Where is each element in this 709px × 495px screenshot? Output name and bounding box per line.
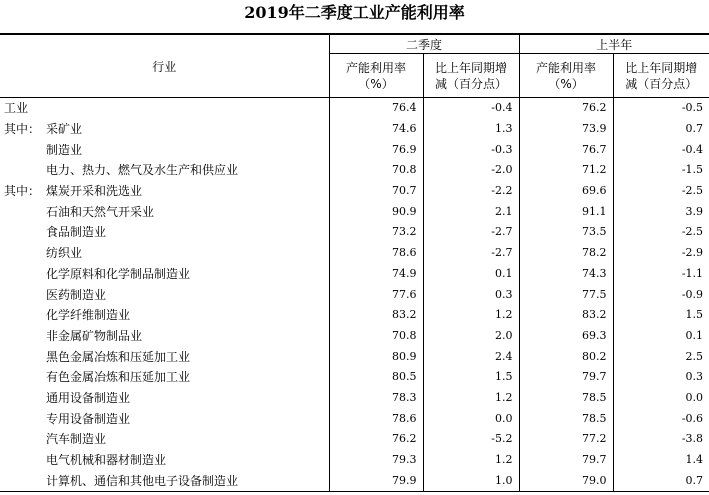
h1-rate-cell: 78.5 [519, 408, 613, 429]
industry-name: 食品制造业 [46, 225, 107, 240]
h1-change-header-line1: 比上年同期增 [625, 60, 698, 75]
h1-rate-cell: 78.2 [519, 243, 613, 264]
industry-prefix: 其中： [4, 122, 41, 137]
table-row [0, 119, 709, 140]
h1-rate-cell: 76.2 [519, 98, 613, 119]
table-row [0, 201, 709, 222]
industry-name-cell [0, 326, 329, 347]
q2-rate-cell: 90.9 [329, 201, 423, 222]
q2-group-header: 二季度 [329, 34, 519, 54]
q2-change-cell: 0.0 [423, 408, 519, 429]
q2-change-cell: 0.1 [423, 264, 519, 285]
table-body [0, 98, 709, 492]
q2-change-cell: 2.1 [423, 201, 519, 222]
industry-name-cell [0, 284, 329, 305]
capacity-utilization-table [0, 33, 709, 492]
h1-change-cell: 1.5 [613, 305, 709, 326]
industry-name: 黑色金属冶炼和压延加工业 [46, 349, 191, 364]
h1-change-cell: -0.4 [613, 139, 709, 160]
industry-name-cell [0, 139, 329, 160]
h1-change-cell: -1.1 [613, 264, 709, 285]
industry-name: 纺织业 [46, 246, 83, 261]
q2-rate-header [329, 54, 423, 98]
h1-rate-header-line2: （%） [548, 76, 584, 91]
industry-name-cell [0, 201, 329, 222]
h1-change-cell: 2.5 [613, 346, 709, 367]
h1-change-header [613, 54, 709, 98]
industry-column-header: 行业 [0, 34, 329, 98]
q2-rate-header-line2: （%） [358, 76, 394, 91]
industry-name: 化学纤维制造业 [46, 308, 131, 323]
industry-name-cell [0, 367, 329, 388]
h1-rate-cell: 69.3 [519, 326, 613, 347]
industry-name: 制造业 [46, 142, 83, 157]
h1-change-cell: -0.6 [613, 408, 709, 429]
table-row [0, 388, 709, 409]
h1-change-cell: 0.7 [613, 119, 709, 140]
table-row [0, 470, 709, 491]
industry-name-cell [0, 119, 329, 140]
h1-rate-cell: 69.6 [519, 181, 613, 202]
industry-name: 电气机械和器材制造业 [46, 453, 167, 468]
q2-change-cell: 1.2 [423, 450, 519, 471]
h1-change-header-line2: 减（百分点） [625, 76, 698, 91]
q2-change-header [423, 54, 519, 98]
table-row [0, 326, 709, 347]
industry-name-cell [0, 408, 329, 429]
table-row [0, 139, 709, 160]
q2-rate-cell: 74.9 [329, 264, 423, 285]
industry-name: 电力、热力、燃气及水生产和供应业 [46, 163, 239, 178]
table-row [0, 160, 709, 181]
q2-change-cell: 0.3 [423, 284, 519, 305]
q2-change-cell: -0.3 [423, 139, 519, 160]
table-row [0, 450, 709, 471]
q2-rate-cell: 83.2 [329, 305, 423, 326]
h1-rate-cell: 79.7 [519, 367, 613, 388]
h1-change-cell: 0.3 [613, 367, 709, 388]
h1-rate-cell: 76.7 [519, 139, 613, 160]
table-row [0, 367, 709, 388]
table-row [0, 408, 709, 429]
industry-name-cell [0, 264, 329, 285]
h1-rate-cell: 73.9 [519, 119, 613, 140]
h1-change-cell: 0.1 [613, 326, 709, 347]
q2-change-header-line2: 减（百分点） [435, 76, 508, 91]
q2-rate-cell: 78.3 [329, 388, 423, 409]
h1-rate-cell: 79.0 [519, 470, 613, 491]
h1-rate-cell: 79.7 [519, 450, 613, 471]
q2-change-cell: -5.2 [423, 429, 519, 450]
h1-rate-cell: 91.1 [519, 201, 613, 222]
table-row [0, 429, 709, 450]
h1-rate-header [519, 54, 613, 98]
industry-name: 采矿业 [46, 122, 83, 137]
industry-name: 医药制造业 [46, 287, 107, 302]
h1-rate-cell: 80.2 [519, 346, 613, 367]
q2-change-cell: 1.0 [423, 470, 519, 491]
q2-change-header-line1: 比上年同期增 [435, 60, 508, 75]
h1-change-cell: -2.5 [613, 222, 709, 243]
industry-name-cell [0, 98, 329, 119]
h1-change-cell: 3.9 [613, 201, 709, 222]
q2-rate-cell: 80.9 [329, 346, 423, 367]
q2-change-cell: -0.4 [423, 98, 519, 119]
q2-rate-cell: 76.4 [329, 98, 423, 119]
h1-change-cell: -2.5 [613, 181, 709, 202]
h1-rate-cell: 73.5 [519, 222, 613, 243]
q2-change-cell: -2.7 [423, 243, 519, 264]
industry-name: 化学原料和化学制品制造业 [46, 266, 191, 281]
table-row [0, 284, 709, 305]
industry-name-cell [0, 243, 329, 264]
h1-change-cell: 1.4 [613, 450, 709, 471]
h1-rate-cell: 77.5 [519, 284, 613, 305]
q2-rate-cell: 76.9 [329, 139, 423, 160]
q2-rate-cell: 74.6 [329, 119, 423, 140]
q2-change-cell: -2.7 [423, 222, 519, 243]
h1-rate-cell: 77.2 [519, 429, 613, 450]
industry-name: 通用设备制造业 [46, 390, 131, 405]
industry-name-cell [0, 222, 329, 243]
h1-change-cell: -0.9 [613, 284, 709, 305]
industry-name: 计算机、通信和其他电子设备制造业 [46, 473, 239, 488]
table-row [0, 222, 709, 243]
h1-rate-cell: 78.5 [519, 388, 613, 409]
industry-name-cell [0, 160, 329, 181]
h1-change-cell: -1.5 [613, 160, 709, 181]
q2-change-cell: -2.2 [423, 181, 519, 202]
industry-name-cell [0, 450, 329, 471]
h1-rate-cell: 83.2 [519, 305, 613, 326]
table-row [0, 346, 709, 367]
q2-rate-cell: 80.5 [329, 367, 423, 388]
table-row [0, 181, 709, 202]
industry-name-cell [0, 470, 329, 491]
h1-change-cell: -3.8 [613, 429, 709, 450]
q2-rate-cell: 79.9 [329, 470, 423, 491]
h1-change-cell: -2.9 [613, 243, 709, 264]
q2-rate-cell: 70.8 [329, 326, 423, 347]
q2-change-cell: 1.3 [423, 119, 519, 140]
q2-rate-cell: 70.7 [329, 181, 423, 202]
industry-name-cell [0, 346, 329, 367]
q2-rate-cell: 79.3 [329, 450, 423, 471]
industry-name: 石油和天然气开采业 [46, 204, 155, 219]
industry-name-cell [0, 181, 329, 202]
table-row [0, 264, 709, 285]
h1-change-cell: 0.7 [613, 470, 709, 491]
industry-name-cell [0, 388, 329, 409]
q2-change-cell: 1.2 [423, 388, 519, 409]
industry-name: 煤炭开采和洗选业 [46, 184, 143, 199]
table-row [0, 98, 709, 119]
q2-rate-cell: 70.8 [329, 160, 423, 181]
industry-name: 非金属矿物制品业 [46, 328, 143, 343]
q2-change-cell: 1.5 [423, 367, 519, 388]
table-title: 2019年二季度工业产能利用率 [244, 3, 465, 22]
industry-name-cell [0, 305, 329, 326]
q2-change-cell: 2.4 [423, 346, 519, 367]
industry-prefix: 其中： [4, 184, 41, 199]
q2-rate-cell: 77.6 [329, 284, 423, 305]
industry-name: 有色金属冶炼和压延加工业 [46, 370, 191, 385]
q2-change-cell: -2.0 [423, 160, 519, 181]
industry-name: 专用设备制造业 [46, 411, 131, 426]
h1-rate-cell: 74.3 [519, 264, 613, 285]
h1-rate-cell: 71.2 [519, 160, 613, 181]
h1-group-header: 上半年 [519, 34, 709, 54]
q2-change-cell: 1.2 [423, 305, 519, 326]
h1-rate-header-line1: 产能利用率 [536, 60, 597, 75]
industry-name-cell [0, 429, 329, 450]
industry-name: 工业 [4, 101, 29, 116]
q2-rate-cell: 76.2 [329, 429, 423, 450]
q2-rate-cell: 78.6 [329, 243, 423, 264]
table-row [0, 243, 709, 264]
q2-rate-cell: 78.6 [329, 408, 423, 429]
h1-change-cell: 0.0 [613, 388, 709, 409]
q2-change-cell: 2.0 [423, 326, 519, 347]
q2-rate-header-line1: 产能利用率 [345, 60, 406, 75]
q2-rate-cell: 73.2 [329, 222, 423, 243]
table-row [0, 305, 709, 326]
h1-change-cell: -0.5 [613, 98, 709, 119]
industry-name: 汽车制造业 [46, 432, 107, 447]
